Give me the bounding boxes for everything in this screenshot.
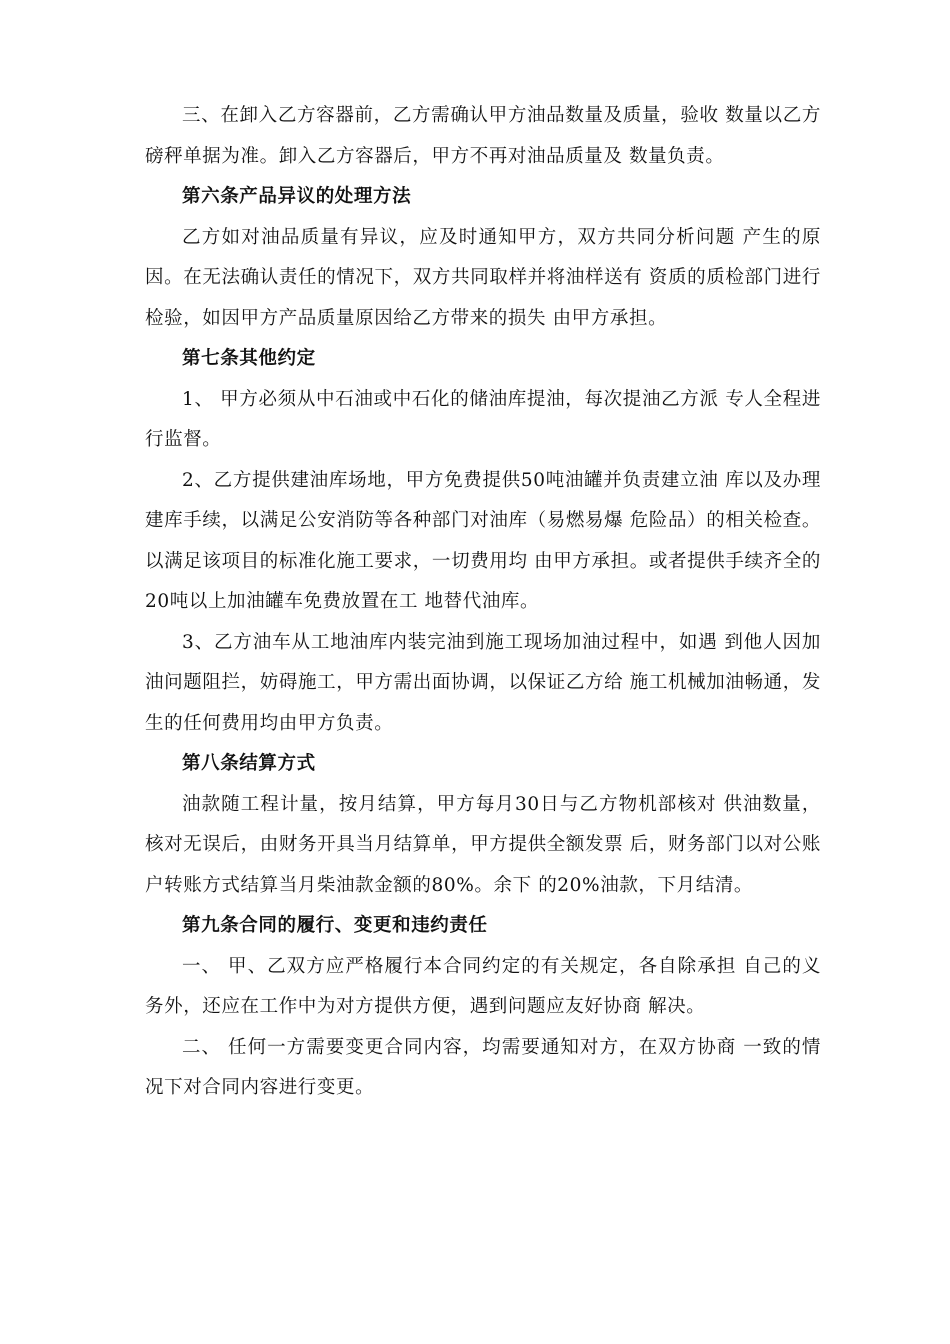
article-8-heading: 第八条结算方式	[182, 753, 316, 774]
article-7-item-1: 1、 甲方必须从中石油或中石化的储油库提油，每次提油乙方派 专人全程进行监督。	[145, 388, 821, 450]
article-9-item-1: 一、 甲、乙双方应严格履行本合同约定的有关规定，各自除承担 自己的义务外，还应在工作中为对方提供方便，遇到问题应友好协商 解决。	[145, 955, 821, 1017]
article-8-body: 油款随工程计量，按月结算，甲方每月30日与乙方物机部核对 供油数量，核对无误后，由财务开具当月结算单，甲方提供全额发票 后，财务部门以对公账户转账方式结算当月柴油款金额的80%。余下 的20%油款，下月结清。	[145, 793, 821, 896]
article-9-heading: 第九条合同的履行、变更和违约责任	[182, 915, 488, 936]
article-7-item-3: 3、乙方油车从工地油库内装完油到施工现场加油过程中，如遇 到他人因加油问题阻拦，妨碍施工，甲方需出面协调，以保证乙方给 施工机械加油畅通，发生的任何费用均由甲方负责。	[145, 631, 821, 734]
article-6-heading: 第六条产品异议的处理方法	[182, 186, 412, 207]
article-6-body: 乙方如对油品质量有异议，应及时通知甲方，双方共同分析问题 产生的原因。在无法确认责任的情况下，双方共同取样并将油样送有 资质的质检部门进行检验，如因甲方产品质量原因给乙方带来的损失 由甲方承担。	[145, 226, 821, 329]
document-page	[145, 96, 821, 1109]
article-9-item-2: 二、 任何一方需要变更合同内容，均需要通知对方，在双方协商 一致的情况下对合同内容进行变更。	[145, 1036, 821, 1098]
article-7-heading: 第七条其他约定	[182, 348, 316, 369]
article-7-item-2: 2、乙方提供建油库场地，甲方免费提供50吨油罐并负责建立油 库以及办理建库手续，以满足公安消防等各种部门对油库（易燃易爆 危险品）的相关检查。以满足该项目的标准化施工要求，一切费用均 由甲方承担。或者提供手续齐全的20吨以上加油罐车免费放置在工 地替代油库。	[145, 469, 821, 612]
clause-5-item-3: 三、在卸入乙方容器前，乙方需确认甲方油品数量及质量，验收 数量以乙方磅秤单据为准。卸入乙方容器后，甲方不再对油品质量及 数量负责。	[145, 105, 821, 167]
